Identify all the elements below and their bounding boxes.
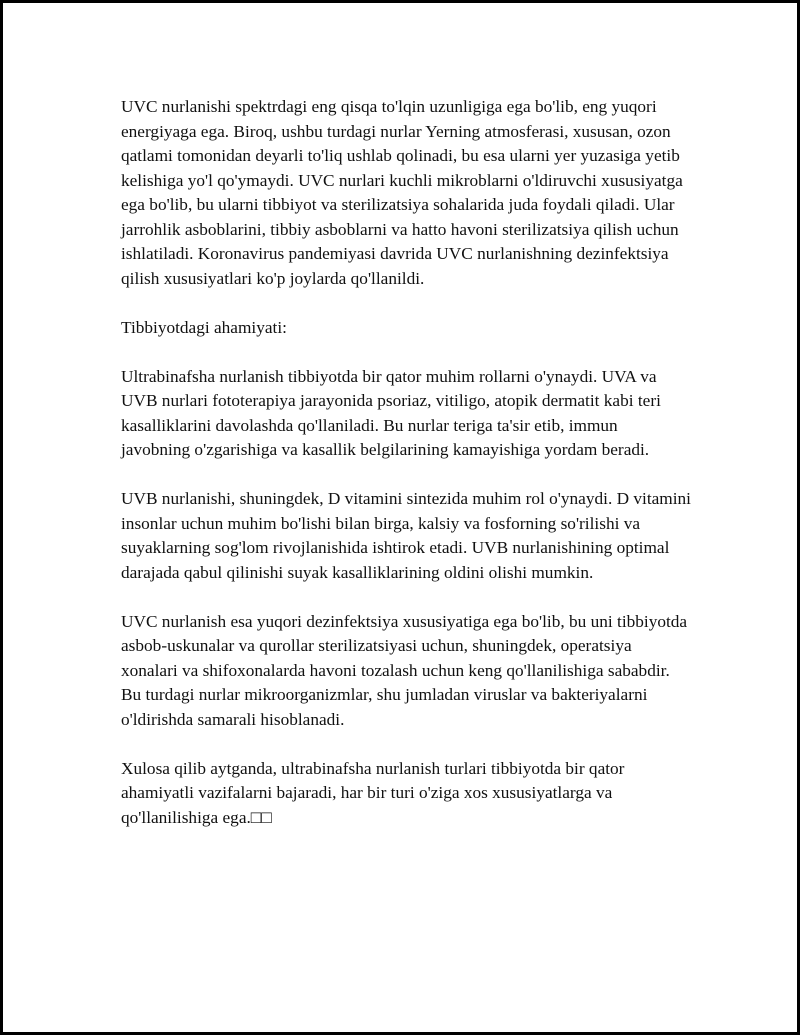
paragraph-uvc-intro: UVC nurlanishi spektrdagi eng qisqa to'lqin uzunligiga ega bo'lib, eng yuqori energiyaga ega. Biroq, ushbu turdagi nurlar Yerning atmosferasi, xususan, ozon qatlami tomonidan deyarli to'liq ushlab qolinadi, bu esa ularni yer yuzasiga yetib kelishiga yo'l qo'ymaydi. UVC nurlari kuchli mikroblarni o'ldiruvchi xususiyatga ega bo'lib, bu ularni tibbiyot va sterilizatsiya sohalarida juda foydali qiladi. Ular jarrohlik asboblarini, tibbiy asboblarni va hatto havoni sterilizatsiya qilish uchun ishlatiladi. Koronavirus pandemiyasi davrida UVC nurlanishning dezinfektsiya qilish xususiyatlari ko'p joylarda qo'llanildi. — [121, 97, 683, 288]
paragraph-uvc-disinfection: UVC nurlanish esa yuqori dezinfektsiya xususiyatiga ega bo'lib, bu uni tibbiyotda asbob-uskunalar va qurollar sterilizatsiyasi uchun, shuningdek, operatsiya xonalari va shifoxonalarda havoni tozalash uchun keng qo'llanilishiga sababdir. Bu turdagi nurlar mikroorganizmlar, shu jumladan viruslar va bakteriyalarni o'ldirishda samarali hisoblanadi. — [121, 611, 688, 729]
section-heading-medical-importance: Tibbiyotdagi ahamiyati: — [121, 317, 287, 337]
paragraph-uva-uvb-phototherapy: Ultrabinafsha nurlanish tibbiyotda bir qator muhim rollarni o'ynaydi. UVA va UVB nurlari fototerapiya jarayonida psoriaz, vitiligo, atopik dermatit kabi teri kasalliklarini davolashda qo'llaniladi. Bu nurlar teriga ta'sir etib, immun javobning o'zgarishiga va kasallik belgilarining kamayishiga yordam beradi. — [121, 366, 661, 459]
paragraph-conclusion: Xulosa qilib aytganda, ultrabinafsha nurlanish turlari tibbiyotda bir qator ahamiyatli vazifalarni bajaradi, har bir turi o'ziga xos xususiyatlarga va qo'llanilishiga ega.□□ — [121, 758, 625, 827]
document-body — [121, 95, 691, 855]
paragraph-uvb-vitamin-d: UVB nurlanishi, shuningdek, D vitamini sintezida muhim rol o'ynaydi. D vitamini insonlar uchun muhim bo'lishi bilan birga, kalsiy va fosforning so'rilishi va suyaklarning sog'lom rivojlanishida ishtirok etadi. UVB nurlanishining optimal darajada qabul qilinishi suyak kasalliklarining oldini olishi mumkin. — [121, 489, 691, 582]
